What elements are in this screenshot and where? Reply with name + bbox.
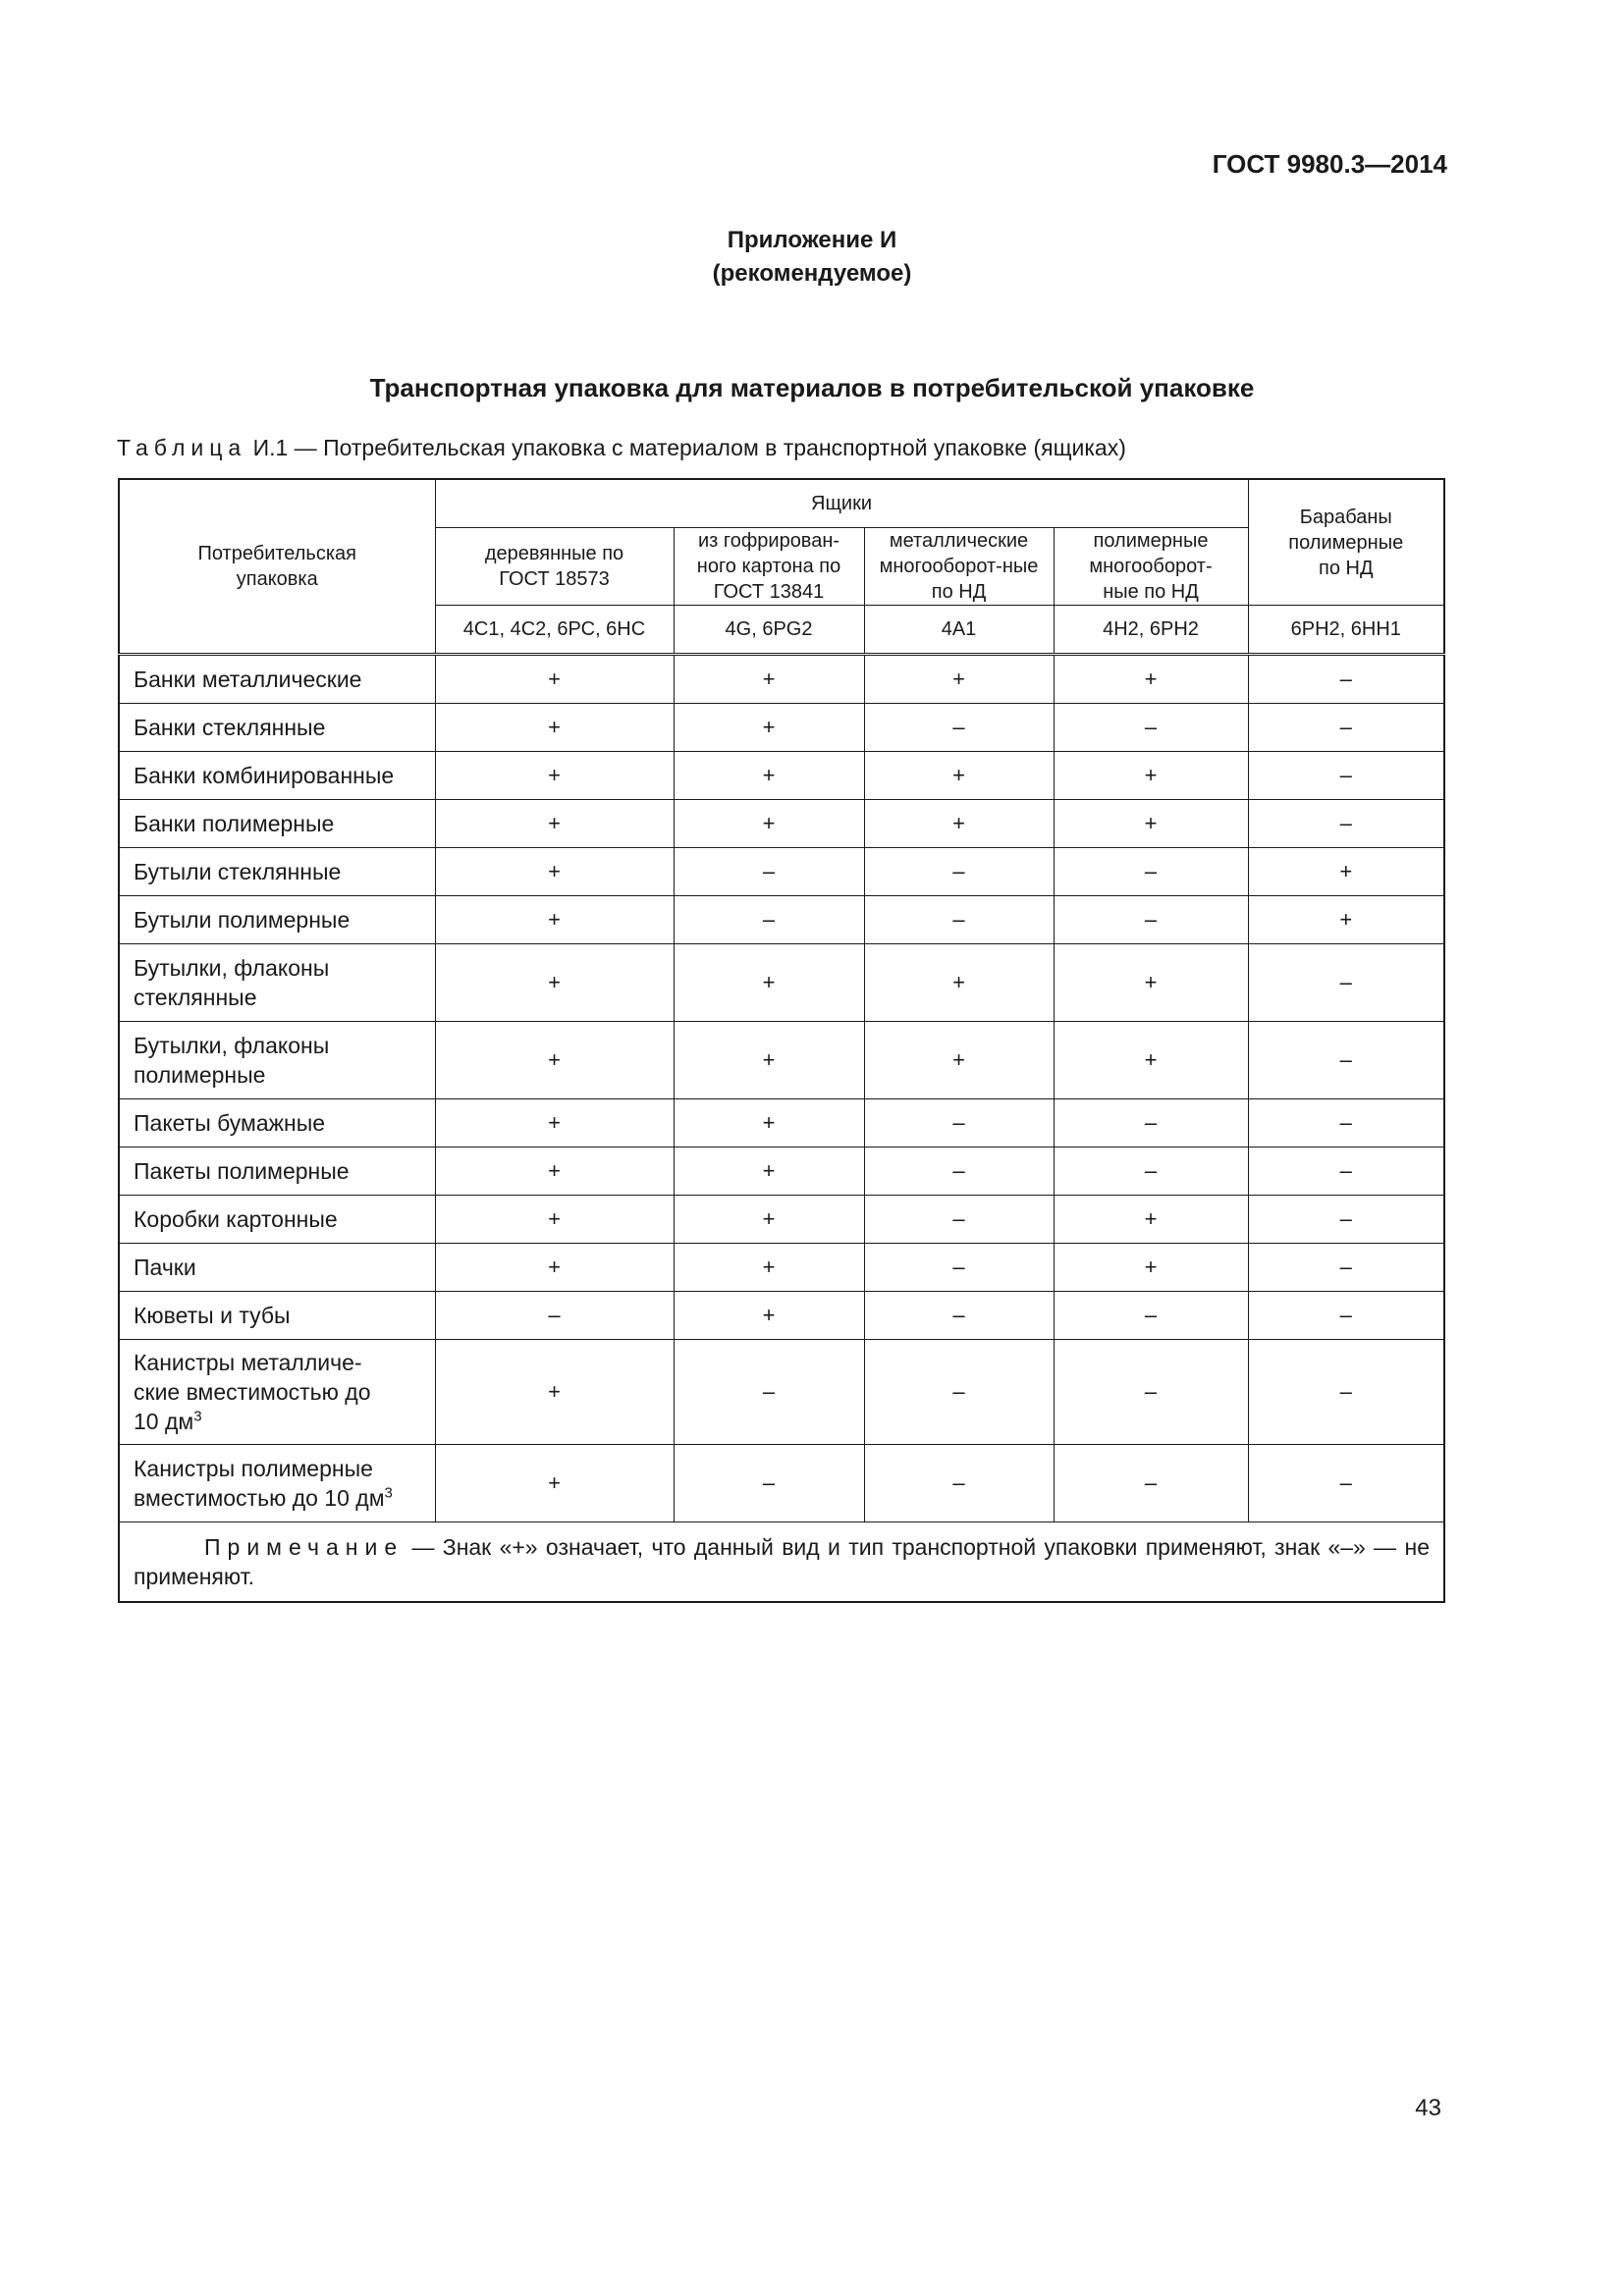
mark-cell: – xyxy=(1248,1340,1444,1445)
header-col-polymer: полимерные многооборот-ные по НД xyxy=(1054,528,1248,606)
row-label: Бутыли полимерные xyxy=(119,896,435,944)
document-id: ГОСТ 9980.3—2014 xyxy=(1212,149,1447,179)
header-drums: Барабаны полимерные по НД xyxy=(1248,479,1444,606)
mark-cell: + xyxy=(674,1022,864,1099)
mark-cell: + xyxy=(1054,1022,1248,1099)
appendix-note: (рекомендуемое) xyxy=(712,260,912,287)
mark-cell: – xyxy=(1248,1244,1444,1292)
note-text: — Знак «+» означает, что данный вид и тип транспортной упаковки применяют, знак «–» — не применяют. xyxy=(134,1534,1430,1589)
mark-cell: – xyxy=(1248,800,1444,848)
mark-cell: – xyxy=(1054,1148,1248,1196)
mark-cell: + xyxy=(674,1099,864,1148)
row-label: Кюветы и тубы xyxy=(119,1292,435,1340)
section-title: Транспортная упаковка для материалов в потребительской упаковке xyxy=(369,373,1255,402)
mark-cell: – xyxy=(864,1445,1054,1522)
table-row xyxy=(119,1340,1444,1445)
mark-cell: + xyxy=(435,1340,674,1445)
row-label: Бутылки, флаконы стеклянные xyxy=(119,944,435,1022)
mark-cell: – xyxy=(864,1148,1054,1196)
mark-cell: – xyxy=(435,1292,674,1340)
mark-cell: + xyxy=(1054,655,1248,704)
table-row xyxy=(119,655,1444,704)
table-row xyxy=(119,1148,1444,1196)
mark-cell: + xyxy=(674,655,864,704)
mark-cell: – xyxy=(1054,1340,1248,1445)
header-boxes: Ящики xyxy=(435,479,1248,528)
row-label: Пачки xyxy=(119,1244,435,1292)
code-metal: 4А1 xyxy=(864,606,1054,655)
table-row xyxy=(119,704,1444,752)
mark-cell: + xyxy=(1054,752,1248,800)
table-row xyxy=(119,752,1444,800)
mark-cell: + xyxy=(674,1196,864,1244)
mark-cell: – xyxy=(1248,1445,1444,1522)
row-label: Банки стеклянные xyxy=(119,704,435,752)
mark-cell: + xyxy=(435,1022,674,1099)
header-consumer-packaging: Потребительская упаковка xyxy=(119,479,435,655)
mark-cell: – xyxy=(1054,1445,1248,1522)
mark-cell: + xyxy=(1054,944,1248,1022)
appendix-heading xyxy=(0,224,1624,291)
mark-cell: + xyxy=(1248,896,1444,944)
row-label: Банки полимерные xyxy=(119,800,435,848)
row-label-text: Канистры полимерные вместимостью до 10 дм xyxy=(134,1456,385,1511)
table-note xyxy=(119,1522,1444,1603)
mark-cell: – xyxy=(1248,1022,1444,1099)
mark-cell: – xyxy=(864,1340,1054,1445)
row-label: Бутылки, флаконы полимерные xyxy=(119,1022,435,1099)
row-label: Пакеты бумажные xyxy=(119,1099,435,1148)
table-row xyxy=(119,848,1444,896)
mark-cell: – xyxy=(1248,1099,1444,1148)
mark-cell: + xyxy=(435,944,674,1022)
mark-cell: + xyxy=(435,752,674,800)
mark-cell: + xyxy=(435,1148,674,1196)
table-row xyxy=(119,896,1444,944)
row-label xyxy=(119,1445,435,1522)
mark-cell: + xyxy=(674,1244,864,1292)
mark-cell: – xyxy=(674,896,864,944)
mark-cell: – xyxy=(1248,655,1444,704)
unit-superscript: 3 xyxy=(193,1408,202,1425)
row-label: Банки металлические xyxy=(119,655,435,704)
mark-cell: + xyxy=(435,800,674,848)
mark-cell: + xyxy=(435,896,674,944)
mark-cell: – xyxy=(1054,1099,1248,1148)
mark-cell: – xyxy=(1248,1148,1444,1196)
mark-cell: – xyxy=(1248,752,1444,800)
mark-cell: – xyxy=(864,1196,1054,1244)
table-row xyxy=(119,1022,1444,1099)
packaging-table xyxy=(118,478,1445,1603)
header-col-corrugated: из гофрирован-ного картона по ГОСТ 13841 xyxy=(674,528,864,606)
mark-cell: + xyxy=(864,944,1054,1022)
code-drums: 6РН2, 6НН1 xyxy=(1248,606,1444,655)
mark-cell: + xyxy=(1248,848,1444,896)
mark-cell: – xyxy=(674,1445,864,1522)
table-row xyxy=(119,800,1444,848)
table-note-row xyxy=(119,1522,1444,1603)
appendix-title: Приложение И xyxy=(727,227,897,253)
table-row xyxy=(119,1196,1444,1244)
mark-cell: – xyxy=(1248,1196,1444,1244)
table-row xyxy=(119,1099,1444,1148)
row-label xyxy=(119,1340,435,1445)
row-label-text: Канистры металличе-ские вместимостью до 10 дм xyxy=(134,1350,371,1434)
row-label: Пакеты полимерные xyxy=(119,1148,435,1196)
table-row xyxy=(119,1292,1444,1340)
code-wooden: 4С1, 4С2, 6РС, 6НС xyxy=(435,606,674,655)
row-label: Коробки картонные xyxy=(119,1196,435,1244)
code-corrugated: 4G, 6PG2 xyxy=(674,606,864,655)
mark-cell: – xyxy=(864,848,1054,896)
table-caption-prefix: Таблица xyxy=(117,435,247,460)
mark-cell: – xyxy=(864,1099,1054,1148)
mark-cell: + xyxy=(435,704,674,752)
mark-cell: – xyxy=(864,1292,1054,1340)
mark-cell: + xyxy=(864,655,1054,704)
header-col-wooden: деревянные по ГОСТ 18573 xyxy=(435,528,674,606)
mark-cell: – xyxy=(1248,1292,1444,1340)
mark-cell: – xyxy=(1054,848,1248,896)
mark-cell: + xyxy=(674,1292,864,1340)
mark-cell: – xyxy=(864,896,1054,944)
mark-cell: – xyxy=(1248,944,1444,1022)
mark-cell: – xyxy=(864,704,1054,752)
mark-cell: – xyxy=(1054,896,1248,944)
table-caption-text: И.1 — Потребительская упаковка с материалом в транспортной упаковке (ящиках) xyxy=(246,435,1126,460)
table-row xyxy=(119,1445,1444,1522)
mark-cell: + xyxy=(674,704,864,752)
mark-cell: + xyxy=(864,800,1054,848)
unit-superscript: 3 xyxy=(384,1484,393,1502)
row-label: Бутыли стеклянные xyxy=(119,848,435,896)
table-row xyxy=(119,1244,1444,1292)
mark-cell: – xyxy=(864,1244,1054,1292)
table-row xyxy=(119,944,1444,1022)
mark-cell: + xyxy=(1054,800,1248,848)
note-prefix: Примечание xyxy=(204,1534,405,1560)
mark-cell: + xyxy=(435,1196,674,1244)
mark-cell: – xyxy=(674,1340,864,1445)
mark-cell: + xyxy=(1054,1196,1248,1244)
row-label: Банки комбинированные xyxy=(119,752,435,800)
mark-cell: + xyxy=(674,752,864,800)
mark-cell: + xyxy=(435,1445,674,1522)
mark-cell: + xyxy=(435,1244,674,1292)
mark-cell: + xyxy=(864,1022,1054,1099)
mark-cell: – xyxy=(1054,704,1248,752)
mark-cell: + xyxy=(674,944,864,1022)
mark-cell: – xyxy=(1248,704,1444,752)
mark-cell: + xyxy=(864,752,1054,800)
mark-cell: + xyxy=(674,1148,864,1196)
mark-cell: + xyxy=(435,655,674,704)
mark-cell: – xyxy=(1054,1292,1248,1340)
mark-cell: + xyxy=(435,848,674,896)
mark-cell: – xyxy=(674,848,864,896)
table-caption xyxy=(117,435,1126,461)
mark-cell: + xyxy=(1054,1244,1248,1292)
code-polymer: 4Н2, 6РН2 xyxy=(1054,606,1248,655)
header-col-metal: металлические многооборот-ные по НД xyxy=(864,528,1054,606)
page-number: 43 xyxy=(1415,2095,1441,2121)
mark-cell: + xyxy=(674,800,864,848)
mark-cell: + xyxy=(435,1099,674,1148)
